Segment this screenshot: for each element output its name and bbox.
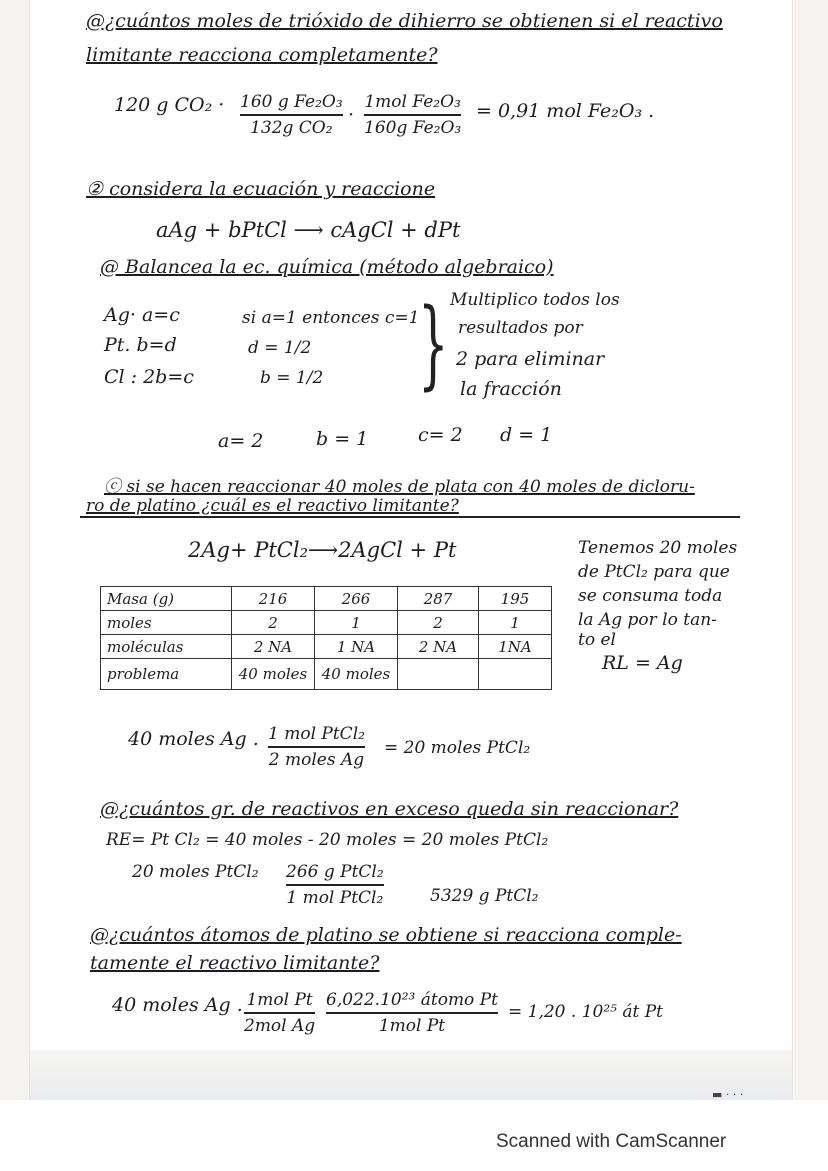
table-cell: 2: [232, 611, 315, 635]
table-row: [101, 635, 552, 659]
calc4-f2-den: 1mol Pt: [378, 1015, 446, 1036]
table-row: [101, 587, 552, 611]
table-cell: 1: [315, 611, 398, 635]
calc4-lead: 40 moles Ag .: [112, 994, 243, 1016]
condition-3: b = 1/2: [260, 368, 324, 388]
side-note-3: se consuma toda: [578, 586, 723, 606]
question-d-heading: @¿cuántos gr. de reactivos en exceso queda sin reaccionar?: [100, 798, 679, 820]
table-cell: 1NA: [479, 635, 552, 659]
section-rule-c: [80, 516, 740, 518]
question-a-line1: @¿cuántos moles de trióxido de dihierro se obtienen si el reactivo: [86, 10, 723, 32]
table-cell: problema: [101, 659, 232, 690]
calc1-fraction-1: [240, 92, 343, 138]
table-cell: Masa (g): [101, 587, 232, 611]
table-cell: moles: [101, 611, 232, 635]
calc1-dot: ·: [348, 104, 355, 126]
answer-c: c= 2: [418, 424, 463, 446]
page-corner-dots: ▬ · · ·: [712, 1088, 744, 1101]
stoichiometry-table: [100, 586, 552, 690]
table-cell: moléculas: [101, 635, 232, 659]
calc2-result: = 20 moles PtCl₂: [384, 738, 531, 758]
question-b-sub: @ Balancea la ec. química (método algebraico): [100, 256, 554, 278]
table-cell: 40 moles: [315, 659, 398, 690]
note-line-3: 2 para eliminar: [456, 348, 605, 370]
balance-row-ag: Ag· a=c: [104, 304, 180, 326]
calc1-f2-num: 1mol Fe₂O₃: [364, 92, 461, 112]
calc2-num: 1 mol PtCl₂: [268, 724, 365, 744]
table-cell: 216: [232, 587, 315, 611]
calc3-num: 266 g PtCl₂: [286, 862, 384, 882]
right-brace: }: [418, 288, 449, 400]
note-line-2: resultados por: [458, 318, 583, 338]
equation-c: 2Ag+ PtCl₂⟶2AgCl + Pt: [188, 538, 457, 562]
calc1-result: = 0,91 mol Fe₂O₃ .: [476, 100, 655, 122]
answer-b: b = 1: [316, 428, 369, 450]
calc4-fraction-2: [326, 990, 498, 1036]
calc4-result: = 1,20 . 10²⁵ át Pt: [508, 1002, 664, 1022]
camscanner-watermark: Scanned with CamScanner: [496, 1131, 727, 1152]
answer-a: a= 2: [218, 430, 264, 452]
question-d-line1: RE= Pt Cl₂ = 40 moles - 20 moles = 20 moles PtCl₂: [106, 830, 549, 850]
question-a-line2: limitante reacciona completamente?: [86, 44, 438, 66]
side-note-4: la Ag por lo tan-: [578, 610, 717, 630]
calc4-f1-num: 1mol Pt: [246, 990, 313, 1010]
table-cell: [398, 659, 479, 690]
calc1-f1-num: 160 g Fe₂O₃: [240, 92, 343, 112]
question-d-lead: 20 moles PtCl₂: [132, 862, 259, 882]
calc1-f2-den: 160g Fe₂O₃: [364, 117, 462, 138]
table-cell: 1 NA: [315, 635, 398, 659]
note-line-4: la fracción: [460, 378, 562, 400]
table-row: [101, 611, 552, 635]
page-shadow: [30, 1050, 792, 1105]
equation-b: aAg + bPtCl ⟶ cAgCl + dPt: [156, 218, 461, 242]
table-cell: 2: [398, 611, 479, 635]
table-cell: 195: [479, 587, 552, 611]
question-b-heading: ② considera la ecuación y reaccione: [86, 178, 436, 200]
table-cell: 287: [398, 587, 479, 611]
question-c-line2: ro de platino ¿cuál es el reactivo limitante?: [86, 496, 459, 516]
calc4-f2-num: 6,022.10²³ átomo Pt: [326, 990, 498, 1010]
calc1-lead: 120 g CO₂ ·: [114, 94, 225, 116]
calc4-fraction-1: [244, 990, 315, 1036]
calc3-fraction: [286, 862, 384, 908]
table-cell: 2 NA: [232, 635, 315, 659]
question-e-line1: @¿cuántos átomos de platino se obtiene si reacciona comple-: [90, 924, 682, 946]
question-c-line1: ⓒ si se hacen reaccionar 40 moles de plata con 40 moles de dicloru-: [104, 477, 695, 497]
calc2-lead: 40 moles Ag .: [128, 728, 259, 750]
calc3-den: 1 mol PtCl₂: [286, 887, 384, 908]
side-note-2: de PtCl₂ para que: [578, 562, 730, 582]
calc1-f1-den: 132g CO₂: [250, 117, 333, 138]
side-note-rl: RL = Ag: [602, 652, 683, 674]
balance-row-pt: Pt. b=d: [104, 334, 177, 356]
calc3-result: 5329 g PtCl₂: [430, 886, 539, 906]
table-cell: 1: [479, 611, 552, 635]
table-cell: 2 NA: [398, 635, 479, 659]
note-line-1: Multiplico todos los: [450, 290, 620, 310]
table-cell: 266: [315, 587, 398, 611]
calc2-den: 2 moles Ag: [268, 749, 365, 770]
condition-2: d = 1/2: [248, 338, 312, 358]
table-cell: [479, 659, 552, 690]
side-note-5: to el: [578, 630, 616, 650]
balance-row-cl: Cl : 2b=c: [104, 366, 194, 388]
table-cell: 40 moles: [232, 659, 315, 690]
answer-d: d = 1: [500, 424, 553, 446]
question-e-line2: tamente el reactivo limitante?: [90, 952, 380, 974]
table-row: [101, 659, 552, 690]
calc1-fraction-2: [364, 92, 461, 138]
side-note-1: Tenemos 20 moles: [578, 538, 738, 558]
calc2-fraction: [268, 724, 365, 770]
condition-1: si a=1 entonces c=1: [242, 308, 420, 328]
calc4-f1-den: 2mol Ag: [244, 1015, 316, 1036]
